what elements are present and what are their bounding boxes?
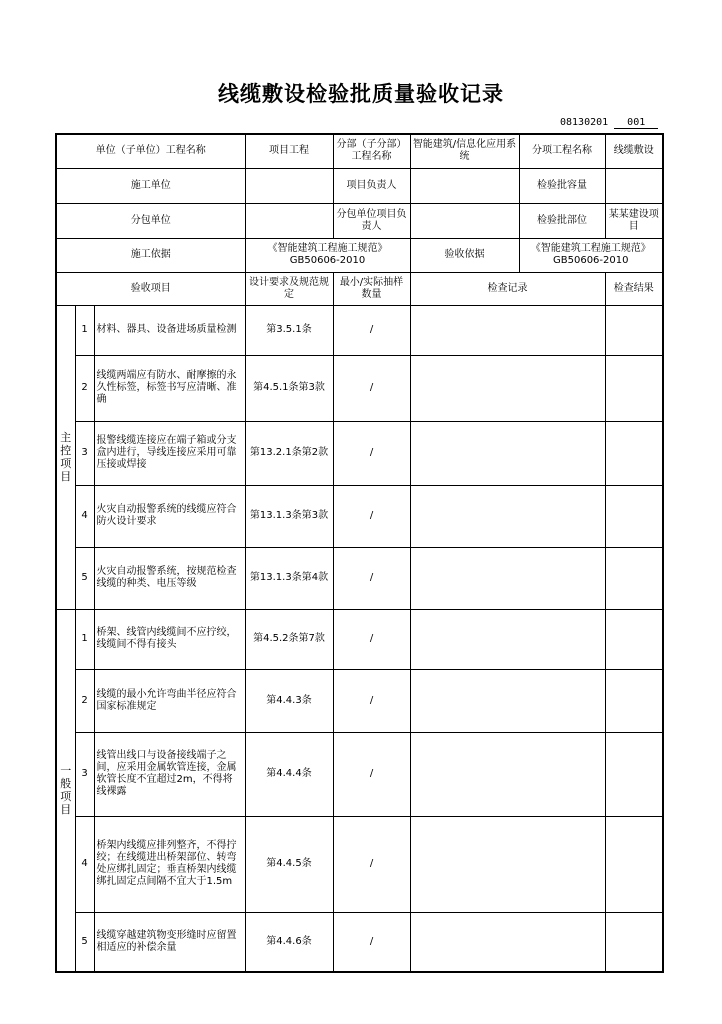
page-title: 线缆敷设检验批质量验收记录	[218, 82, 504, 106]
item-spec: 第4.4.6条	[245, 912, 333, 972]
table-row	[56, 547, 663, 609]
item-sample: /	[333, 485, 410, 547]
record-number: 001	[614, 117, 658, 129]
table-row	[56, 816, 663, 912]
capacity-label: 检验批容量	[519, 168, 605, 203]
item-result	[605, 421, 663, 485]
item-sample: /	[333, 609, 410, 669]
item-result	[605, 485, 663, 547]
table-row	[56, 912, 663, 972]
item-spec: 第3.5.1条	[245, 305, 333, 355]
basis-value: 《智能建筑工程施工规范》GB50606-2010	[245, 238, 410, 272]
item-record	[410, 421, 605, 485]
part-value: 某某建设项目	[605, 203, 663, 238]
item-spec: 第13.2.1条第2款	[245, 421, 333, 485]
item-description: 材料、器具、设备进场质量检测	[94, 305, 245, 355]
item-number: 4	[75, 485, 94, 547]
main-category-label: 主控项目	[60, 430, 72, 483]
col-result-header: 检查结果	[605, 272, 663, 305]
item-sample: /	[333, 912, 410, 972]
inspection-record-table	[55, 133, 664, 973]
unit-label: 单位（子单位）工程名称	[56, 134, 245, 168]
item-description: 桥架、线管内线缆间不应拧绞，线缆间不得有接头	[94, 609, 245, 669]
item-record	[410, 305, 605, 355]
item-record	[410, 355, 605, 421]
item-description: 线缆的最小允许弯曲半径应符合国家标准规定	[94, 669, 245, 732]
main-category-cell	[56, 305, 75, 609]
contractor-label: 施工单位	[56, 168, 245, 203]
unit-value: 项目工程	[245, 134, 333, 168]
capacity-value	[605, 168, 663, 203]
subcontractor-value	[245, 203, 333, 238]
item-sample: /	[333, 816, 410, 912]
item-number: 3	[75, 732, 94, 816]
general-category-cell	[56, 609, 75, 972]
item-number: 3	[75, 421, 94, 485]
division-label: 分部（子分部）工程名称	[333, 134, 410, 168]
item-record	[410, 912, 605, 972]
sub-pm-value	[410, 203, 519, 238]
item-result	[605, 305, 663, 355]
item-sample: /	[333, 355, 410, 421]
item-result	[605, 669, 663, 732]
col-item-header: 验收项目	[56, 272, 245, 305]
col-record-header: 检查记录	[410, 272, 605, 305]
item-record	[410, 732, 605, 816]
item-description: 线管出线口与设备接线端子之间，应采用金属软管连接，金属软管长度不宜超过2m，不得将线裸露	[94, 732, 245, 816]
item-spec: 第4.4.5条	[245, 816, 333, 912]
item-number: 4	[75, 816, 94, 912]
record-code	[560, 117, 658, 129]
item-description: 火灾自动报警系统的线缆应符合防火设计要求	[94, 485, 245, 547]
division-value: 智能建筑/信息化应用系统	[410, 134, 519, 168]
subitem-value: 线缆敷设	[605, 134, 663, 168]
item-spec: 第4.5.1条第3款	[245, 355, 333, 421]
item-record	[410, 669, 605, 732]
item-number: 2	[75, 669, 94, 732]
contractor-value	[245, 168, 333, 203]
item-sample: /	[333, 305, 410, 355]
table-row	[56, 421, 663, 485]
item-result	[605, 816, 663, 912]
col-sample-header: 最小/实际抽样数量	[333, 272, 410, 305]
item-number: 1	[75, 609, 94, 669]
item-record	[410, 547, 605, 609]
sub-pm-label: 分包单位项目负责人	[333, 203, 410, 238]
item-description: 线缆穿越建筑物变形缝时应留置相适应的补偿余量	[94, 912, 245, 972]
item-spec: 第4.4.4条	[245, 732, 333, 816]
part-label: 检验批部位	[519, 203, 605, 238]
item-sample: /	[333, 732, 410, 816]
table-row	[56, 609, 663, 669]
item-record	[410, 816, 605, 912]
table-row	[56, 669, 663, 732]
item-sample: /	[333, 547, 410, 609]
item-description: 线缆两端应有防水、耐摩擦的永久性标签，标签书写应清晰、准确	[94, 355, 245, 421]
record-code-prefix: 08130201	[560, 117, 609, 128]
item-sample: /	[333, 421, 410, 485]
accept-basis-value: 《智能建筑工程施工规范》GB50606-2010	[519, 238, 663, 272]
item-result	[605, 732, 663, 816]
item-record	[410, 609, 605, 669]
item-number: 5	[75, 912, 94, 972]
accept-basis-label: 验收依据	[410, 238, 519, 272]
general-category-label: 一般项目	[60, 763, 72, 816]
table-row	[56, 355, 663, 421]
item-description: 桥架内线缆应排列整齐，不得拧绞；在线缆进出桥架部位、转弯处应绑扎固定；垂直桥架内线缆绑扎固定点间隔不宜大于1.5m	[94, 816, 245, 912]
item-number: 1	[75, 305, 94, 355]
item-result	[605, 547, 663, 609]
item-result	[605, 912, 663, 972]
item-spec: 第4.5.2条第7款	[245, 609, 333, 669]
table-row	[56, 732, 663, 816]
col-spec-header: 设计要求及规范规定	[245, 272, 333, 305]
table-row	[56, 305, 663, 355]
subitem-label: 分项工程名称	[519, 134, 605, 168]
table-row	[56, 485, 663, 547]
basis-label: 施工依据	[56, 238, 245, 272]
item-result	[605, 355, 663, 421]
item-sample: /	[333, 669, 410, 732]
item-number: 2	[75, 355, 94, 421]
item-description: 报警线缆连接应在端子箱或分支盒内进行，导线连接应采用可靠压接或焊接	[94, 421, 245, 485]
pm-label: 项目负责人	[333, 168, 410, 203]
item-spec: 第13.1.3条第4款	[245, 547, 333, 609]
item-spec: 第4.4.3条	[245, 669, 333, 732]
pm-value	[410, 168, 519, 203]
item-description: 火灾自动报警系统，按规范检查线缆的种类、电压等级	[94, 547, 245, 609]
item-number: 5	[75, 547, 94, 609]
item-result	[605, 609, 663, 669]
subcontractor-label: 分包单位	[56, 203, 245, 238]
item-spec: 第13.1.3条第3款	[245, 485, 333, 547]
item-record	[410, 485, 605, 547]
